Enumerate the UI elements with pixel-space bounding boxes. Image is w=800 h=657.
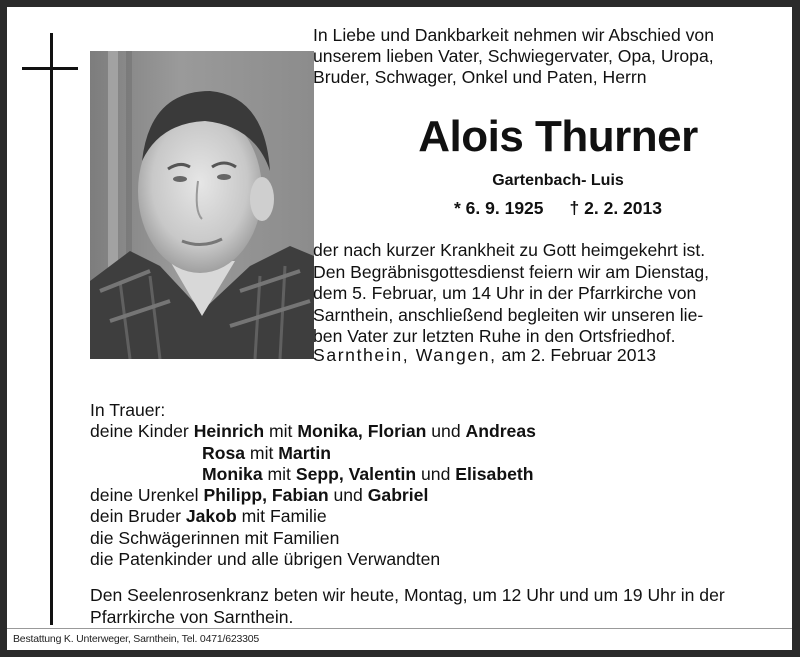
birth-date: * 6. 9. 1925: [454, 198, 544, 218]
body-line: der nach kurzer Krankheit zu Gott heimgekehrt ist.: [313, 240, 706, 260]
intro-line: unserem lieben Vater, Schwiegervater, Opa, Uropa,: [313, 46, 714, 66]
death-date: † 2. 2. 2013: [569, 198, 662, 218]
rosary-line: Pfarrkirche von Sarnthein.: [90, 606, 294, 627]
portrait-image: [90, 51, 314, 359]
cross-icon-horizontal: [22, 67, 78, 70]
mourner-row-godchildren: die Patenkinder und alle übrigen Verwandten: [90, 549, 441, 570]
cross-icon-vertical: [50, 33, 53, 625]
deceased-nickname: Gartenbach- Luis: [492, 172, 624, 189]
place-and-date: [313, 345, 783, 366]
mourner-row-brother: dein Bruder Jakob mit Familie: [90, 506, 327, 527]
mourner-row-children-1: deine Kinder Heinrich mit Monika, Florian und Andreas: [90, 421, 536, 442]
undertaker-credit: Bestattung K. Unterweger, Sarnthein, Tel. 0471/623305: [13, 633, 260, 645]
body-line: ben Vater zur letzten Ruhe in den Ortsfriedhof.: [313, 326, 676, 347]
intro-text: [313, 25, 783, 88]
mourner-row-children-3: Monika mit Sepp, Valentin und Elisabeth: [202, 463, 534, 484]
body-line: Sarnthein, anschließend begleiten wir unseren lie-: [313, 304, 704, 325]
place: Sarnthein, Wangen,: [313, 345, 497, 365]
mourner-row-great-grandchildren: deine Urenkel Philipp, Fabian und Gabriel: [90, 485, 429, 506]
body-line: dem 5. Februar, um 14 Uhr in der Pfarrkirche von: [313, 283, 697, 304]
life-dates: [313, 198, 800, 219]
rosary-announcement: [90, 585, 790, 628]
mourner-row-children-2: Rosa mit Martin: [202, 442, 332, 463]
intro-line: In Liebe und Dankbarkeit nehmen wir Abschied von: [313, 25, 714, 45]
rosary-line: Den Seelenrosenkranz beten wir heute, Montag, um 12 Uhr und um 19 Uhr in der: [90, 585, 725, 605]
obituary-notice: [7, 7, 792, 650]
footer-divider: [7, 628, 792, 629]
date: am 2. Februar 2013: [496, 345, 657, 365]
mourner-row-sisters-in-law: die Schwägerinnen mit Familien: [90, 527, 340, 548]
deceased-name: Alois Thurner: [418, 112, 698, 161]
funeral-details: [313, 240, 783, 348]
body-line: Den Begräbnisgottesdienst feiern wir am Dienstag,: [313, 261, 710, 282]
mourners-heading: In Trauer:: [90, 400, 166, 420]
portrait-photo: [90, 51, 314, 359]
intro-line: Bruder, Schwager, Onkel und Paten, Herrn: [313, 67, 647, 87]
mourners-list: [90, 400, 690, 570]
